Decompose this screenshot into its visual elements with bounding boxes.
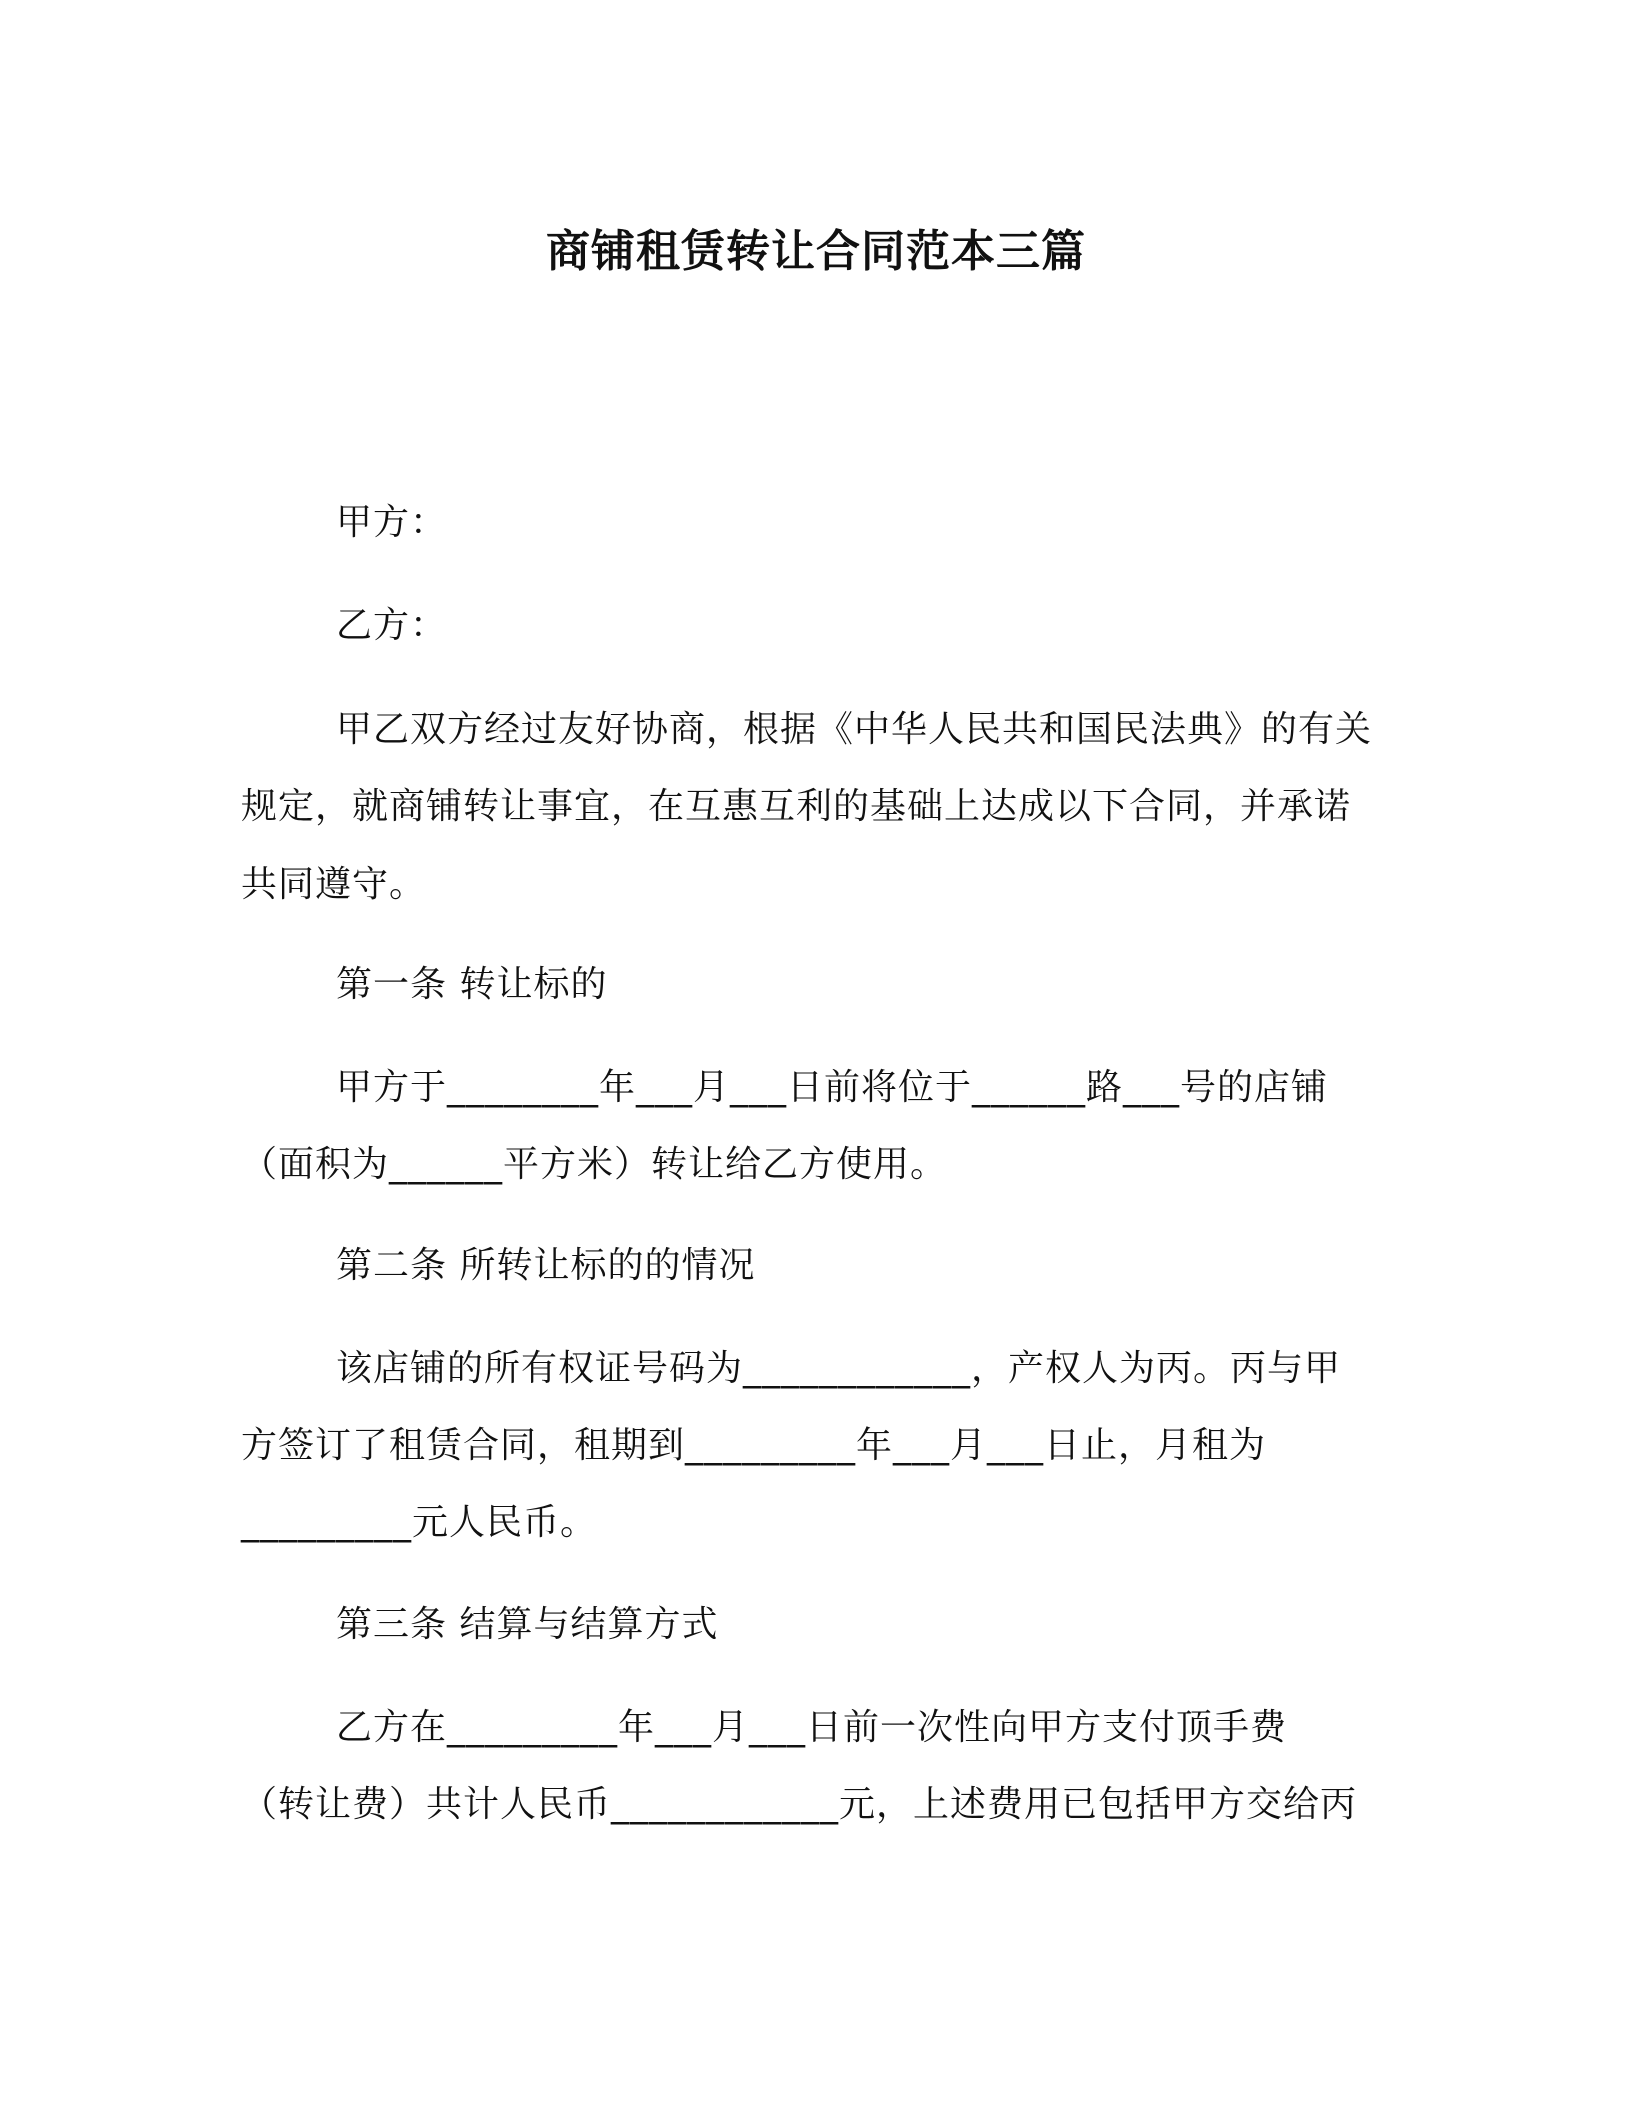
article-3-line-2: （转让费）共计人民币____________元，上述费用已包括甲方交给丙 (241, 1784, 1358, 1825)
party-b-line: 乙方： (336, 605, 448, 646)
party-a-line: 甲方： (336, 502, 448, 543)
article-3-heading: 第三条 结算与结算方式 (336, 1604, 719, 1645)
preamble-line-1: 甲乙双方经过友好协商，根据《中华人民共和国民法典》的有关 (336, 709, 1373, 750)
article-1-line-2: （面积为______平方米）转让给乙方使用。 (241, 1144, 948, 1185)
preamble-line-2: 规定，就商铺转让事宜，在互惠互利的基础上达成以下合同，并承诺 (241, 786, 1352, 827)
article-2-heading: 第二条 所转让标的的情况 (336, 1245, 756, 1286)
article-1-heading: 第一条 转让标的 (336, 964, 608, 1005)
article-3-line-1: 乙方在_________年___月___日前一次性向甲方支付顶手费 (336, 1707, 1288, 1748)
document-title: 商铺租赁转让合同范本三篇 (546, 226, 1086, 277)
article-2-line-3: _________元人民币。 (241, 1502, 598, 1543)
preamble-line-3: 共同遵守。 (241, 864, 427, 905)
article-2-line-2: 方签订了租赁合同，租期到_________年___月___日止，月租为 (241, 1425, 1267, 1466)
article-2-line-1: 该店铺的所有权证号码为____________，产权人为丙。丙与甲 (336, 1348, 1342, 1389)
article-1-line-1: 甲方于________年___月___日前将位于______路___号的店铺 (336, 1067, 1329, 1108)
